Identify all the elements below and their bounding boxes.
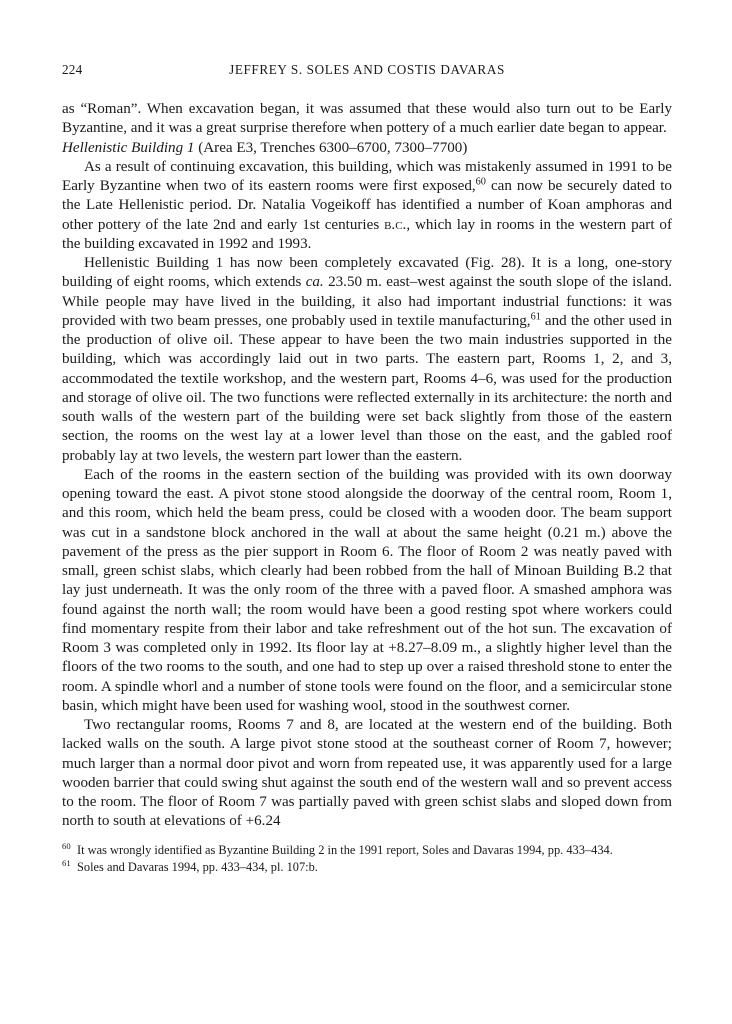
body-text [62,100,672,832]
italic-ca: ca. [305,274,324,291]
paragraph-continued [62,100,672,139]
running-head [62,62,672,84]
footnote-text: It was wrongly identified as Byzantine Building 2 in the 1991 report, Soles and Davaras 1994, pp. 433–434. [77,842,613,857]
paragraph-text: Two rectangular rooms, Rooms 7 and 8, are located at the western end of the building. Both lacked walls on the south. A large pivot stone stood at the southeast corner of Room 7, however; much larger than a normal door pivot and worn from repeated use, it was apparently used for a large wooden barrier that could swing shut against the south end of the western wall and so prevent access to the room. The floor of Room 7 was partially paved with green schist slabs and sloped down from north to south at elevations of +6.24 [62,717,672,830]
page [62,62,672,876]
paragraph [62,158,672,254]
paragraph-text: , which lay in rooms in the western part of the building excavated in 1992 and 1993. [62,216,672,252]
footnote-ref-60[interactable]: 60 [475,176,486,188]
paragraph-text: and the other used in the production of olive oil. These appear to have been the two main industries supported in the building, which was accordingly laid out in two parts. The eastern part, Rooms 1, 2, and 3, accommodated the textile workshop, and the western part, Rooms 4–6, was used for the production and storage of olive oil. The two functions were reflected externally in its architecture: the north and south walls of the western part of the building were set back slightly from those of the eastern section, the rooms on the west lay at a lower level than those on the east, and the gabled roof probably lay at two levels, the western part lower than the eastern. [62,312,672,464]
running-title: JEFFREY S. SOLES AND COSTIS DAVARAS [229,62,505,77]
footnote-number [62,842,77,859]
small-caps-bc: b.c. [384,216,407,233]
page-number: 224 [62,62,83,77]
section-heading-area: (Area E3, Trenches 6300–6700, 7300–7700) [194,139,468,156]
section-heading [62,139,672,158]
paragraph [62,466,672,716]
footnote-number-61: 61 [62,857,71,868]
section-heading-title: Hellenistic Building 1 [62,139,195,156]
footnote-61 [62,859,672,876]
footnote-60 [62,842,672,859]
footnote-text: Soles and Davaras 1994, pp. 433–434, pl. 107:b. [77,859,318,874]
paragraph-text: Each of the rooms in the eastern section of the building was provided with its own doorway opening toward the east. A pivot stone stood alongside the doorway of the central room, Room 1, and this room, which held the beam press, could be closed with a wooden door. The beam support was cut in a sandstone block anchored in the wall at about the same height (0.21 m.) above the pavement of the press as the pier support in Room 6. The floor of Room 2 was neatly paved with small, green schist slabs, which clearly had been robbed from the hall of Minoan Building B.2 that lay just underneath. It was the only room of the three with a paved floor. A smashed amphora was found against the north wall; the room would have been a good resting spot where workers could find momentary respite from their labor and take refreshment out of the hot sun. The excavation of Room 3 was completed only in 1992. Its floor lay at +8.27–8.09 m., a slightly higher level than the floors of the two rooms to the south, and one had to step up over a raised threshold stone to enter the room. A spindle whorl and a number of stone tools were found on the floor, and a semicircular stone basin, which might have been used for washing wool, stood in the southwest corner. [62,466,672,714]
footnote-number-60: 60 [62,840,71,851]
paragraph [62,716,672,832]
paragraph-text: As a result of continuing excavation, this building, which was mistakenly assumed in 1991 to be Early Byzantine when two of its eastern rooms were first exposed, [62,158,672,194]
footnotes [62,842,672,876]
paragraph-text: can now be securely dated to the Late Hellenistic period. Dr. Natalia Vogeikoff has identified a number of Koan amphoras and other pottery of the late 2nd and early 1st centuries [62,178,672,233]
footnote-ref-61[interactable]: 61 [530,311,541,323]
paragraph-text: 23.50 m. east–west against the south slope of the island. While people may have lived in the building, it also had important industrial functions: it was provided with two beam presses, one probably used in textile manufacturing, [62,274,672,329]
footnote-number [62,859,77,876]
paragraph [62,254,672,466]
paragraph-text: Hellenistic Building 1 has now been completely excavated (Fig. 28). It is a long, one-story building of eight rooms, which extends [62,255,672,291]
paragraph-text: as “Roman”. When excavation began, it was assumed that these would also turn out to be Early Byzantine, and it was a great surprise therefore when pottery of a much earlier date began to appear. [62,101,672,137]
